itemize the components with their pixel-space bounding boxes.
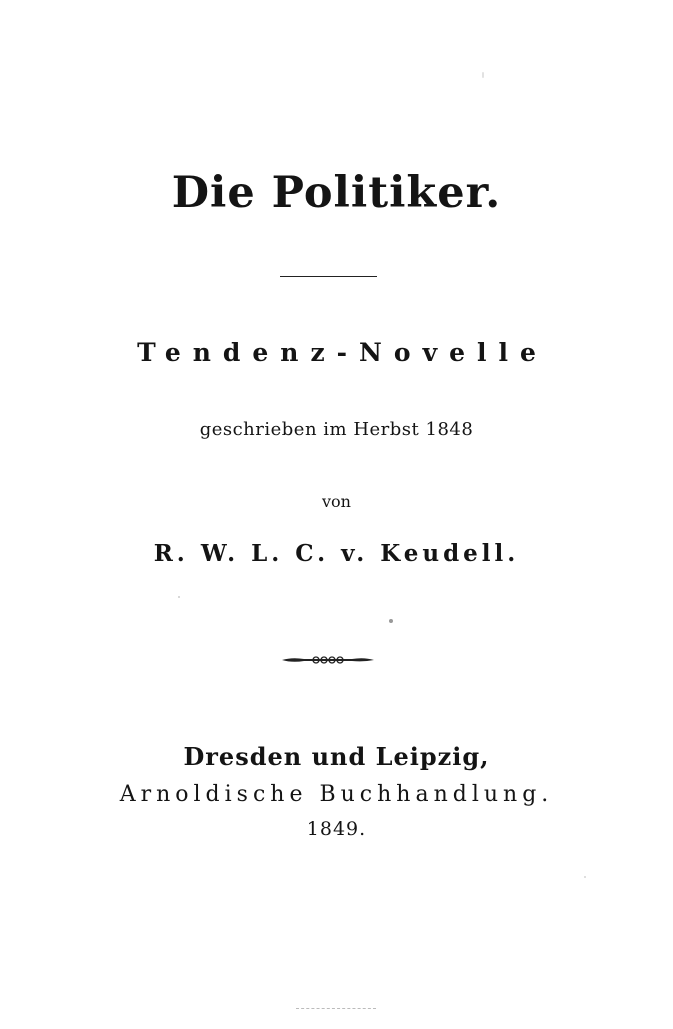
- publication-year: 1849.: [306, 818, 367, 840]
- paper-speck: [178, 596, 180, 598]
- paper-speck: [482, 72, 484, 78]
- paper-speck: [389, 619, 393, 623]
- book-subtitle: Tendenz-Novelle: [137, 338, 548, 367]
- author-name: R. W. L. C. v. Keudell.: [153, 540, 520, 567]
- publisher-name: Arnoldische Buchhandlung.: [119, 782, 554, 807]
- ornament-divider: [282, 654, 374, 666]
- title-divider-rule: [280, 276, 377, 277]
- publication-place: Dresden und Leipzig,: [183, 742, 490, 771]
- by-line: von: [322, 492, 351, 511]
- book-title: Die Politiker.: [171, 168, 502, 218]
- written-note: geschrieben im Herbst 1848: [199, 419, 474, 440]
- page-bottom-mark: [296, 1008, 376, 1012]
- paper-speck: [584, 876, 586, 878]
